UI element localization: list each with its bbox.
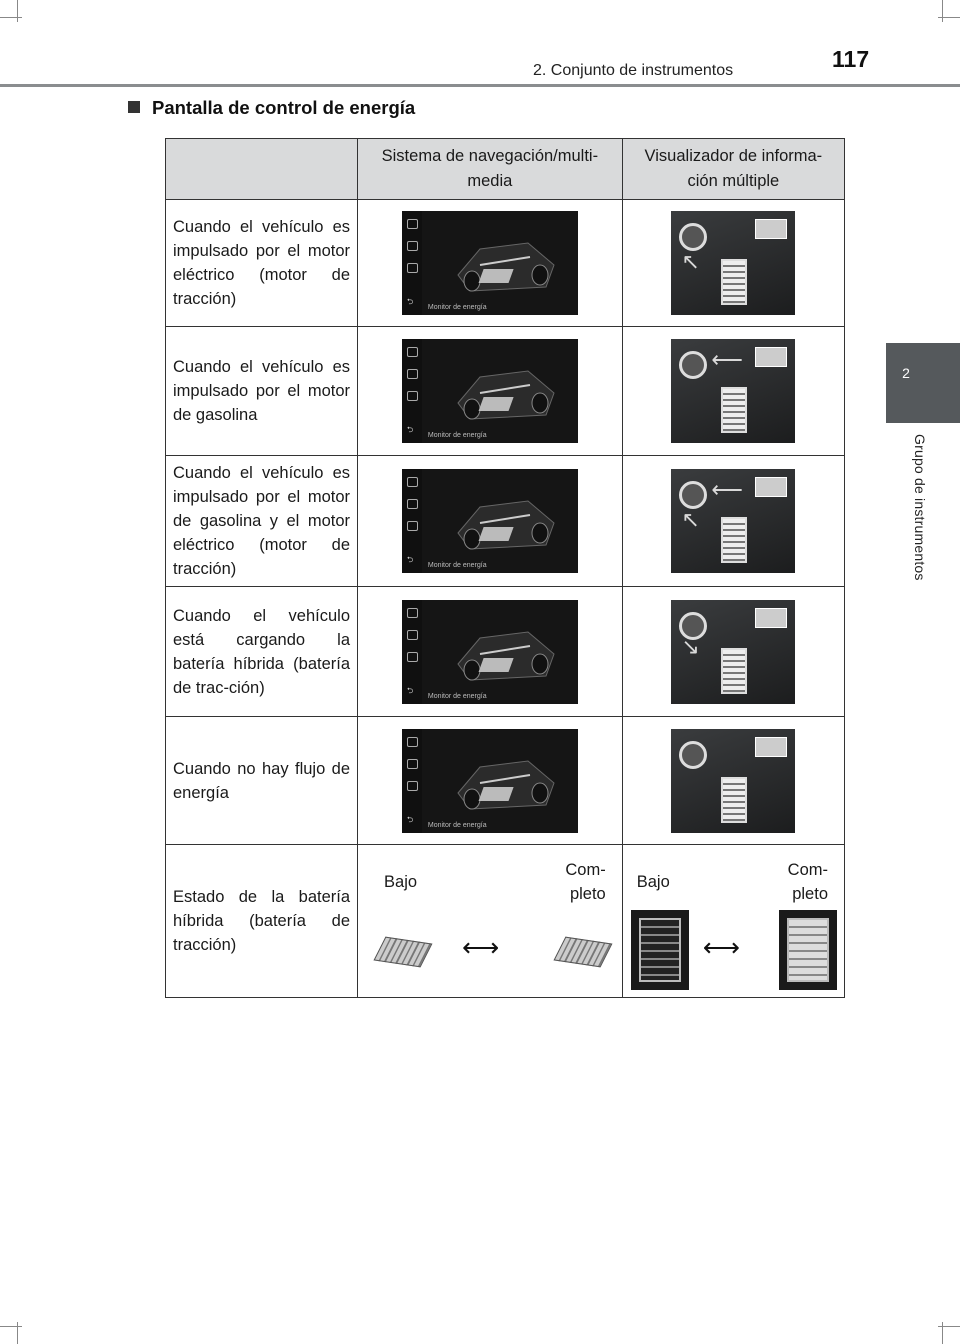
crop-mark bbox=[942, 0, 943, 22]
mid-screen-cell bbox=[622, 456, 844, 587]
mid-energy-screen bbox=[671, 469, 795, 573]
battery-full-label bbox=[565, 858, 605, 906]
header-nav-line1: Sistema de navegación/multi- bbox=[381, 147, 599, 166]
battery-full-icon bbox=[554, 937, 613, 968]
nav-energy-screen bbox=[402, 600, 578, 704]
back-icon: ⮌ bbox=[406, 425, 414, 434]
wheel-icon bbox=[679, 351, 707, 379]
nav-screen-cell bbox=[358, 200, 623, 327]
crop-mark bbox=[938, 17, 960, 18]
header-mid-line2: ción múltiple bbox=[687, 172, 780, 190]
screen-caption: Monitor de energía bbox=[427, 304, 487, 311]
screen-icon bbox=[407, 521, 418, 531]
nav-energy-screen bbox=[402, 729, 578, 833]
mid-energy-screen bbox=[671, 339, 795, 443]
crop-mark bbox=[938, 1326, 960, 1327]
energy-flow-arrow-icon: ↖ bbox=[681, 507, 700, 532]
nav-screen-cell bbox=[358, 587, 623, 717]
nav-screen-cell bbox=[358, 327, 623, 456]
screen-caption: Monitor de energía bbox=[427, 562, 487, 569]
nav-energy-screen bbox=[402, 469, 578, 573]
battery-icon bbox=[721, 387, 747, 433]
row-label: Estado de la batería híbrida (batería de tracción) bbox=[166, 845, 358, 998]
table-row bbox=[166, 456, 845, 587]
energy-flow-arrow-icon: ↖ bbox=[681, 249, 700, 274]
nav-screen-cell bbox=[358, 717, 623, 845]
chapter-number: 2 bbox=[902, 365, 910, 381]
wheel-icon bbox=[679, 223, 707, 251]
screen-icon bbox=[407, 219, 418, 229]
section-heading-text: Pantalla de control de energía bbox=[152, 97, 416, 118]
bullet-square-icon bbox=[128, 101, 140, 113]
screen-icon bbox=[407, 477, 418, 487]
battery-state-row bbox=[166, 845, 845, 998]
double-arrow-icon: ⟷ bbox=[702, 932, 740, 962]
screen-caption: Monitor de energía bbox=[427, 821, 487, 829]
header-empty-cell bbox=[166, 139, 358, 200]
screen-caption: Monitor de energía bbox=[427, 692, 487, 700]
nav-energy-screen bbox=[402, 211, 578, 315]
mid-screen-cell bbox=[622, 200, 844, 327]
energy-flow-arrow-icon: ↘ bbox=[681, 633, 700, 659]
battery-low-icon bbox=[374, 937, 433, 968]
row-label: Cuando el vehículo está cargando la batería híbrida (batería de trac-ción) bbox=[166, 587, 358, 717]
screen-icon bbox=[407, 781, 418, 791]
header-mid-line1: Visualizador de informa- bbox=[644, 147, 823, 166]
nav-battery-cell bbox=[358, 845, 623, 998]
header-nav-line2: media bbox=[467, 172, 513, 190]
battery-icon bbox=[721, 777, 747, 823]
car-illustration-icon bbox=[450, 363, 560, 423]
running-header: 2. Conjunto de instrumentos bbox=[533, 62, 734, 79]
row-label: Cuando el vehículo es impulsado por el motor de gasolina y el motor eléctrico (motor de tracción) bbox=[166, 456, 358, 587]
energy-flow-arrow-icon: ⟵ bbox=[711, 477, 743, 502]
mid-screen-cell bbox=[622, 587, 844, 717]
screen-icon bbox=[407, 391, 418, 401]
mid-battery-cell bbox=[622, 845, 844, 998]
mid-screen-cell bbox=[622, 327, 844, 456]
chapter-side-label: Grupo de instrumentos bbox=[912, 434, 928, 581]
table-row bbox=[166, 717, 845, 845]
engine-icon bbox=[755, 608, 787, 628]
battery-icon bbox=[721, 259, 747, 305]
battery-full-line2: pleto bbox=[792, 885, 828, 903]
table-row bbox=[166, 587, 845, 717]
car-illustration-icon bbox=[450, 624, 560, 684]
screen-icon bbox=[407, 608, 418, 618]
energy-flow-arrow-icon: ⟵ bbox=[711, 347, 743, 372]
chapter-tab bbox=[886, 343, 960, 423]
battery-full-icon bbox=[779, 910, 837, 990]
battery-full-line1: Com- bbox=[787, 861, 828, 879]
row-label: Cuando el vehículo es impulsado por el motor eléctrico (motor de tracción) bbox=[166, 200, 358, 327]
nav-screen-cell bbox=[358, 456, 623, 587]
crop-mark bbox=[0, 1326, 22, 1327]
header-rule bbox=[0, 84, 960, 87]
screen-icon bbox=[407, 499, 418, 509]
car-illustration-icon bbox=[450, 235, 560, 295]
battery-low-label: Bajo bbox=[384, 873, 418, 891]
car-illustration-icon bbox=[450, 753, 560, 813]
nav-energy-screen bbox=[402, 339, 578, 443]
crop-mark bbox=[17, 0, 18, 22]
crop-mark bbox=[0, 17, 22, 18]
back-icon: ⮌ bbox=[406, 814, 414, 824]
screen-icon bbox=[407, 737, 418, 747]
mid-energy-screen bbox=[671, 211, 795, 315]
battery-full-line1: Com- bbox=[565, 861, 606, 879]
screen-caption: Monitor de energía bbox=[427, 432, 487, 439]
mid-energy-screen bbox=[671, 600, 795, 704]
mid-energy-screen bbox=[671, 729, 795, 833]
page-number: 117 bbox=[832, 46, 870, 72]
wheel-icon bbox=[679, 741, 707, 769]
engine-icon bbox=[755, 347, 787, 367]
back-icon: ⮌ bbox=[406, 685, 414, 695]
screen-icon bbox=[407, 369, 418, 379]
engine-icon bbox=[755, 737, 787, 757]
battery-low-icon bbox=[631, 910, 689, 990]
table-row bbox=[166, 327, 845, 456]
screen-icon bbox=[407, 759, 418, 769]
car-illustration-icon bbox=[450, 493, 560, 553]
table-header-row bbox=[166, 139, 845, 200]
double-arrow-icon: ⟷ bbox=[462, 932, 500, 962]
section-heading bbox=[128, 97, 415, 119]
back-icon: ⮌ bbox=[406, 555, 414, 564]
screen-icon bbox=[407, 241, 418, 251]
back-icon: ⮌ bbox=[406, 297, 414, 306]
battery-full-label bbox=[788, 858, 828, 906]
battery-low-label: Bajo bbox=[636, 873, 670, 891]
wheel-icon bbox=[679, 481, 707, 509]
engine-icon bbox=[755, 219, 787, 239]
screen-icon bbox=[407, 652, 418, 662]
battery-full-line2: pleto bbox=[569, 885, 606, 903]
screen-icon bbox=[407, 347, 418, 357]
table-row bbox=[166, 200, 845, 327]
mid-screen-cell bbox=[622, 717, 844, 845]
header-nav bbox=[358, 139, 623, 200]
engine-icon bbox=[755, 477, 787, 497]
row-label: Cuando no hay flujo de energía bbox=[166, 717, 358, 845]
battery-icon bbox=[721, 517, 747, 563]
screen-icon bbox=[407, 263, 418, 273]
header-mid bbox=[622, 139, 844, 200]
energy-monitor-table bbox=[165, 138, 845, 998]
battery-icon bbox=[721, 648, 747, 694]
screen-icon bbox=[407, 630, 418, 640]
row-label: Cuando el vehículo es impulsado por el motor de gasolina bbox=[166, 327, 358, 456]
